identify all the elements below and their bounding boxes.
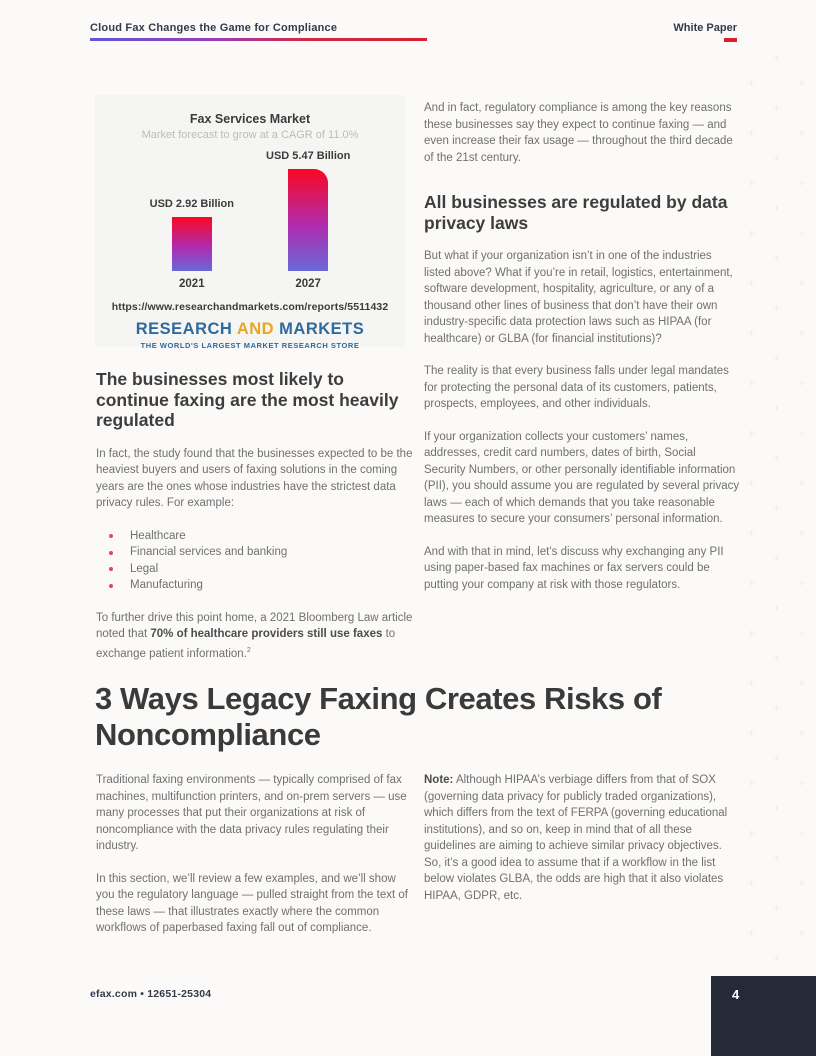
source-url-link[interactable]: https://www.researchandmarkets.com/reports/5511432 — [111, 301, 389, 313]
logo-tagline: THE WORLD'S LARGEST MARKET RESEARCH STORE — [140, 341, 360, 350]
chart-subtitle: Market forecast to grow at a CAGR of 11.0% — [141, 129, 359, 141]
paragraph: In fact, the study found that the businesses expected to be the heaviest buyers and users of faxing solutions in the coming years are the ones whose industries have the strictest data privacy rules. For example: — [96, 447, 413, 509]
section-heading-3-ways: 3 Ways Legacy Faxing Creates Risks of Noncompliance — [95, 681, 662, 752]
bold-stat-text: 70% of healthcare providers still use faxes — [150, 628, 383, 640]
note-label: Note: — [424, 774, 454, 786]
bar-value-label: USD 5.47 Billion — [266, 150, 351, 162]
header-gradient-rule — [90, 38, 427, 41]
research-and-markets-logo — [95, 320, 405, 339]
paragraph: But what if your organization isn’t in one of the industries listed above? What if you’re in retail, logistics, entertainment, software development, hospitality, agriculture, or any of a thousand other lines of business that don’t have their own industry-specific data protection laws such as HIPAA (for healthcare) or GLBA (for financial institutions)? — [424, 250, 733, 345]
note-paragraph: Note: Although HIPAA’s verbiage differs from that of SOX (governing data privacy for publicly traded organizations), which differs from the text of FERPA (governing educational institutions), and so on, keep in mind that of all these guidelines are aiming to achieve similar privacy objectives. So, it’s a good idea to assume that if a workflow in the list below violates GLBA, the odds are high that it also violates HIPAA, GDPR, etc. — [424, 774, 728, 902]
section-left-column — [96, 772, 414, 953]
bar-2027 — [288, 169, 328, 271]
logo-word-markets: MARKETS — [279, 320, 365, 338]
bar-chart — [95, 150, 405, 290]
left-column — [96, 369, 416, 678]
bar-group-2021 — [150, 198, 234, 290]
paragraph: Traditional faxing environments — typically comprised of fax machines, multifunction printers, and on-prem servers — use many processes that put their organizations at risk of noncompliance with the data privacy rules regulating their industry. — [96, 774, 407, 852]
bar-group-2027 — [266, 150, 350, 290]
bar-2021 — [172, 217, 212, 271]
subsection-heading-businesses-faxing: The businesses most likely to continue faxing are the most heavily regulated — [96, 369, 399, 430]
paragraph: If your organization collects your customers’ names, addresses, credit card numbers, dates of birth, Social Security Numbers, or other personally identifiable information (PII), you should assume you are regulated by several privacy laws — each of which demands that you take reasonable measures to secure your consumers’ personal information. — [424, 430, 740, 525]
footer-brand-and-doc-code: efax.com • 12651-25304 — [90, 988, 212, 1000]
list-item: Manufacturing — [130, 577, 416, 594]
page-number: 4 — [732, 987, 740, 1002]
fax-market-chart-card — [95, 95, 405, 350]
paragraph: And with that in mind, let’s discuss why exchanging any PII using paper-based fax machines or fax servers could be putting your company at risk with those regulators. — [424, 545, 724, 591]
list-item: Financial services and banking — [130, 544, 416, 561]
list-item: Healthcare — [130, 528, 416, 545]
paragraph: In this section, we’ll review a few examples, and we’ll show you the regulatory language — pulled straight from the text of these laws — that illustrates exactly where the common workflows of paperbased faxing fall out of compliance. — [96, 872, 408, 934]
paragraph: To further drive this point home, a 2021 Bloomberg Law article noted that 70% of healthcare providers still use faxes to exchange patient information.$^2$ — [96, 611, 413, 660]
paragraph: The reality is that every business falls under legal mandates for protecting the personal data of its customers, patients, prospects, employees, and other individuals. — [424, 365, 729, 410]
plus-dot-background-pattern: · + · + · + · + · + · + · + · + · + · + · + · + · + · + · + · + · + · + · + · + · + · + · + · + · + · + · + · + · + · + · + · + · + · + · + · + · + · + · + · + · + · + · + · + · + · + · + · + · + · + · + · + · + · + · + · — [748, 51, 806, 965]
section-right-column — [424, 772, 740, 920]
bar-value-label: USD 2.92 Billion — [149, 198, 234, 210]
doc-type-accent-dash — [724, 38, 737, 42]
bar-category-label: 2021 — [179, 278, 205, 290]
chart-title: Fax Services Market — [189, 112, 311, 126]
right-column — [424, 100, 740, 609]
bar-category-label: 2027 — [295, 278, 321, 290]
doc-type-label: White Paper — [673, 22, 737, 34]
logo-word-research: RESEARCH — [135, 320, 233, 338]
footnote-marker: 2 — [246, 646, 251, 654]
paragraph: And in fact, regulatory compliance is among the key reasons these businesses say they expect to continue faxing — and even increase their fax usage — throughout the third decade of the 21st century. — [424, 102, 733, 164]
page-number-box — [711, 976, 816, 1056]
subsection-heading-all-businesses: All businesses are regulated by data privacy laws — [424, 192, 728, 233]
industry-bullet-list — [96, 528, 416, 594]
logo-word-and: AND — [236, 320, 275, 338]
list-item: Legal — [130, 561, 416, 578]
running-header-title: Cloud Fax Changes the Game for Compliance — [90, 22, 338, 34]
